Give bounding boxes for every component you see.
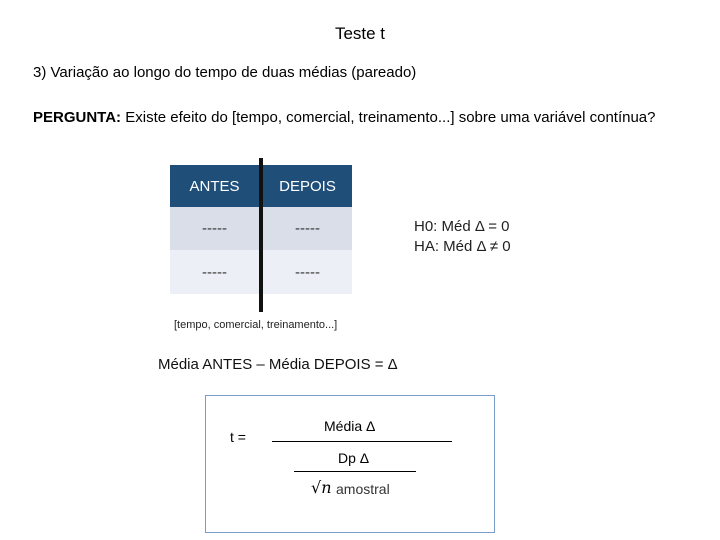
page-title: Teste t xyxy=(334,24,386,43)
table-header-antes: ANTES xyxy=(170,165,259,207)
table-cell: ----- xyxy=(170,207,259,250)
section-subtitle: 3) Variação ao longo do tempo de duas médias (pareado) xyxy=(33,64,417,81)
formula-main-fraction-line xyxy=(272,441,452,442)
table-cell: ----- xyxy=(263,250,352,294)
table-divider-bar xyxy=(259,158,263,312)
sqrt-variable: n xyxy=(321,478,332,497)
question-label: PERGUNTA: xyxy=(33,109,122,126)
factor-note: [tempo, comercial, treinamento...] xyxy=(174,319,338,331)
hypothesis-null: H0: Méd Δ = 0 xyxy=(414,218,510,235)
difference-equation: Média ANTES – Média DEPOIS = Δ xyxy=(158,356,398,373)
hypothesis-alternative: HA: Méd Δ ≠ 0 xyxy=(414,238,511,255)
formula-denominator: Dp Δ xyxy=(338,450,370,466)
table-cell: ----- xyxy=(170,250,259,294)
question-text xyxy=(33,107,673,128)
sqrt-icon: √ xyxy=(311,478,322,497)
formula-numerator: Média Δ xyxy=(324,418,376,434)
question-body: Existe efeito do [tempo, comercial, treinamento...] sobre uma variável contínua? xyxy=(121,109,656,126)
formula-sqrt-n xyxy=(311,478,332,497)
table-cell: ----- xyxy=(263,207,352,250)
formula-sample-label: amostral xyxy=(336,481,390,497)
formula-t-label: t = xyxy=(230,429,246,445)
hypotheses xyxy=(414,217,511,257)
table-header-depois: DEPOIS xyxy=(263,165,352,207)
formula-denominator-fraction-line xyxy=(294,471,416,472)
